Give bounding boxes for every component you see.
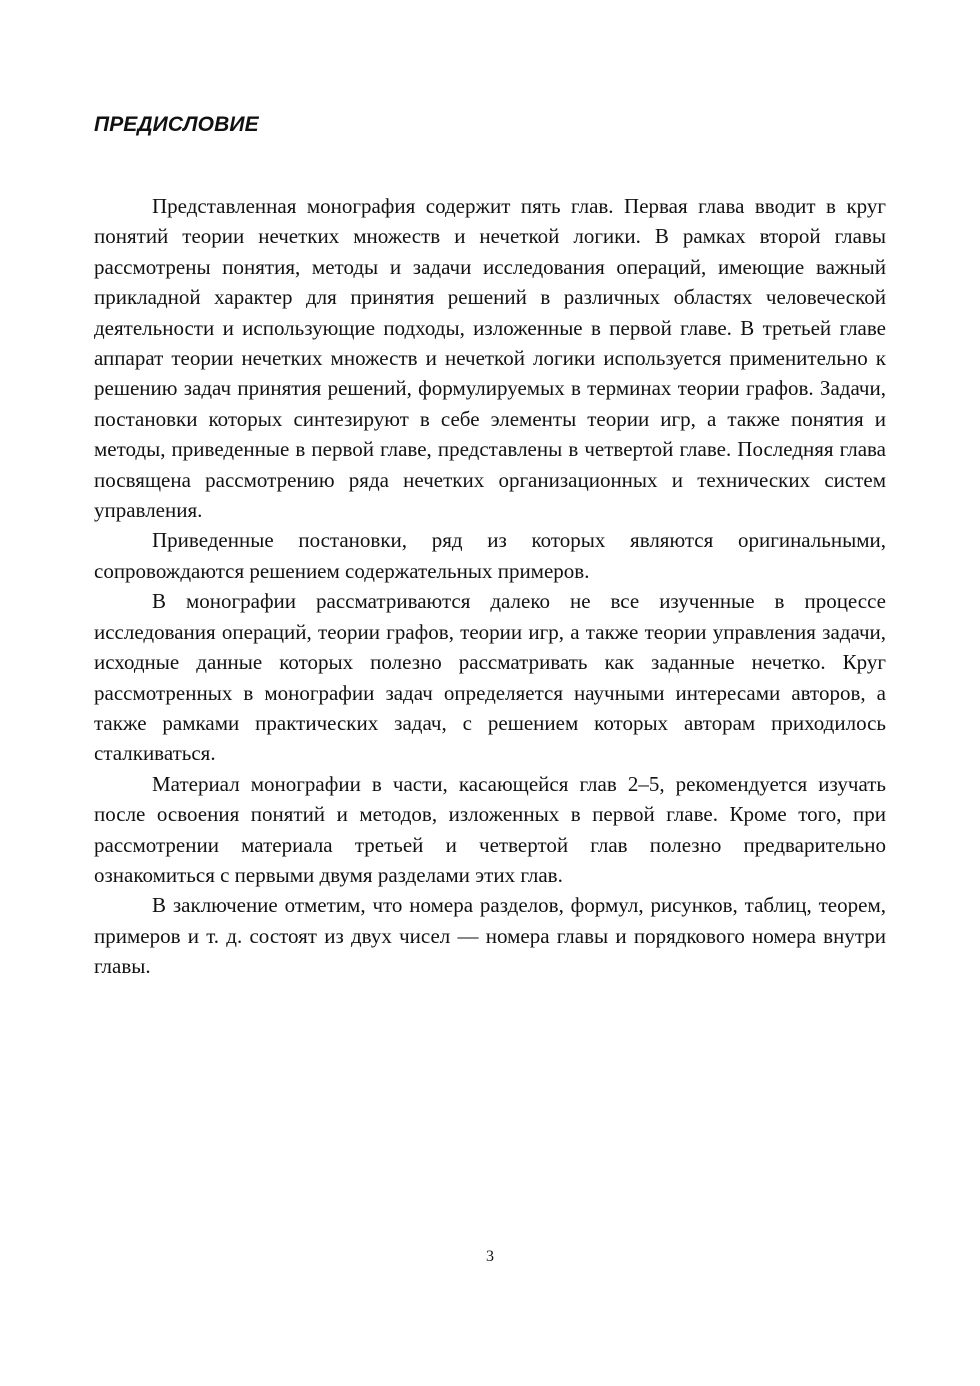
paragraph: В заключение отметим, что номера разделов, формул, рисунков, таблиц, теорем, примеров и т. д. состоят из двух чисел — номера главы и порядкового номера внутри главы. bbox=[94, 893, 886, 979]
paragraph: Материал монографии в части, касающейся глав 2–5, рекомендуется изучать после освоения понятий и методов, изложенных в первой главе. Кроме того, при рассмотрении материала третьей и четвертой глав полезно предварительно ознакомиться с первыми двумя разделами этих глав. bbox=[94, 771, 886, 887]
preface-body bbox=[94, 191, 886, 982]
paragraph: В монографии рассматриваются далеко не все изученные в процессе исследования операций, теории графов, теории игр, а также теории управления задачи, исходные данные которых полезно рассматривать как заданные нечетко. Круг рассмотренных в монографии задач определяется научными интересами авторов, а также рамками практических задач, с решением которых авторам приходилось сталкиваться. bbox=[94, 589, 886, 766]
paragraph: Представленная монография содержит пять глав. Первая глава вводит в круг понятий теории нечетких множеств и нечеткой логики. В рамках второй главы рассмотрены понятия, методы и задачи исследования операций, имеющие важный прикладной характер для принятия решений в различных областях человеческой деятельности и использующие подходы, изложенные в первой главе. В третьей главе аппарат теории нечетких множеств и нечеткой логики используется применительно к решению задач принятия решений, формулируемых в терминах теории графов. Задачи, постановки которых синтезируют в себе элементы теории игр, а также понятия и методы, приведенные в первой главе, представлены в четвертой главе. Последняя глава посвящена рассмотрению ряда нечетких организационных и технических систем управления. bbox=[94, 194, 886, 523]
paragraph: Приведенные постановки, ряд из которых являются оригинальными, сопровождаются решением содержательных примеров. bbox=[94, 528, 886, 583]
page-number: 3 bbox=[486, 1248, 494, 1265]
section-heading: ПРЕДИСЛОВИЕ bbox=[94, 113, 259, 136]
